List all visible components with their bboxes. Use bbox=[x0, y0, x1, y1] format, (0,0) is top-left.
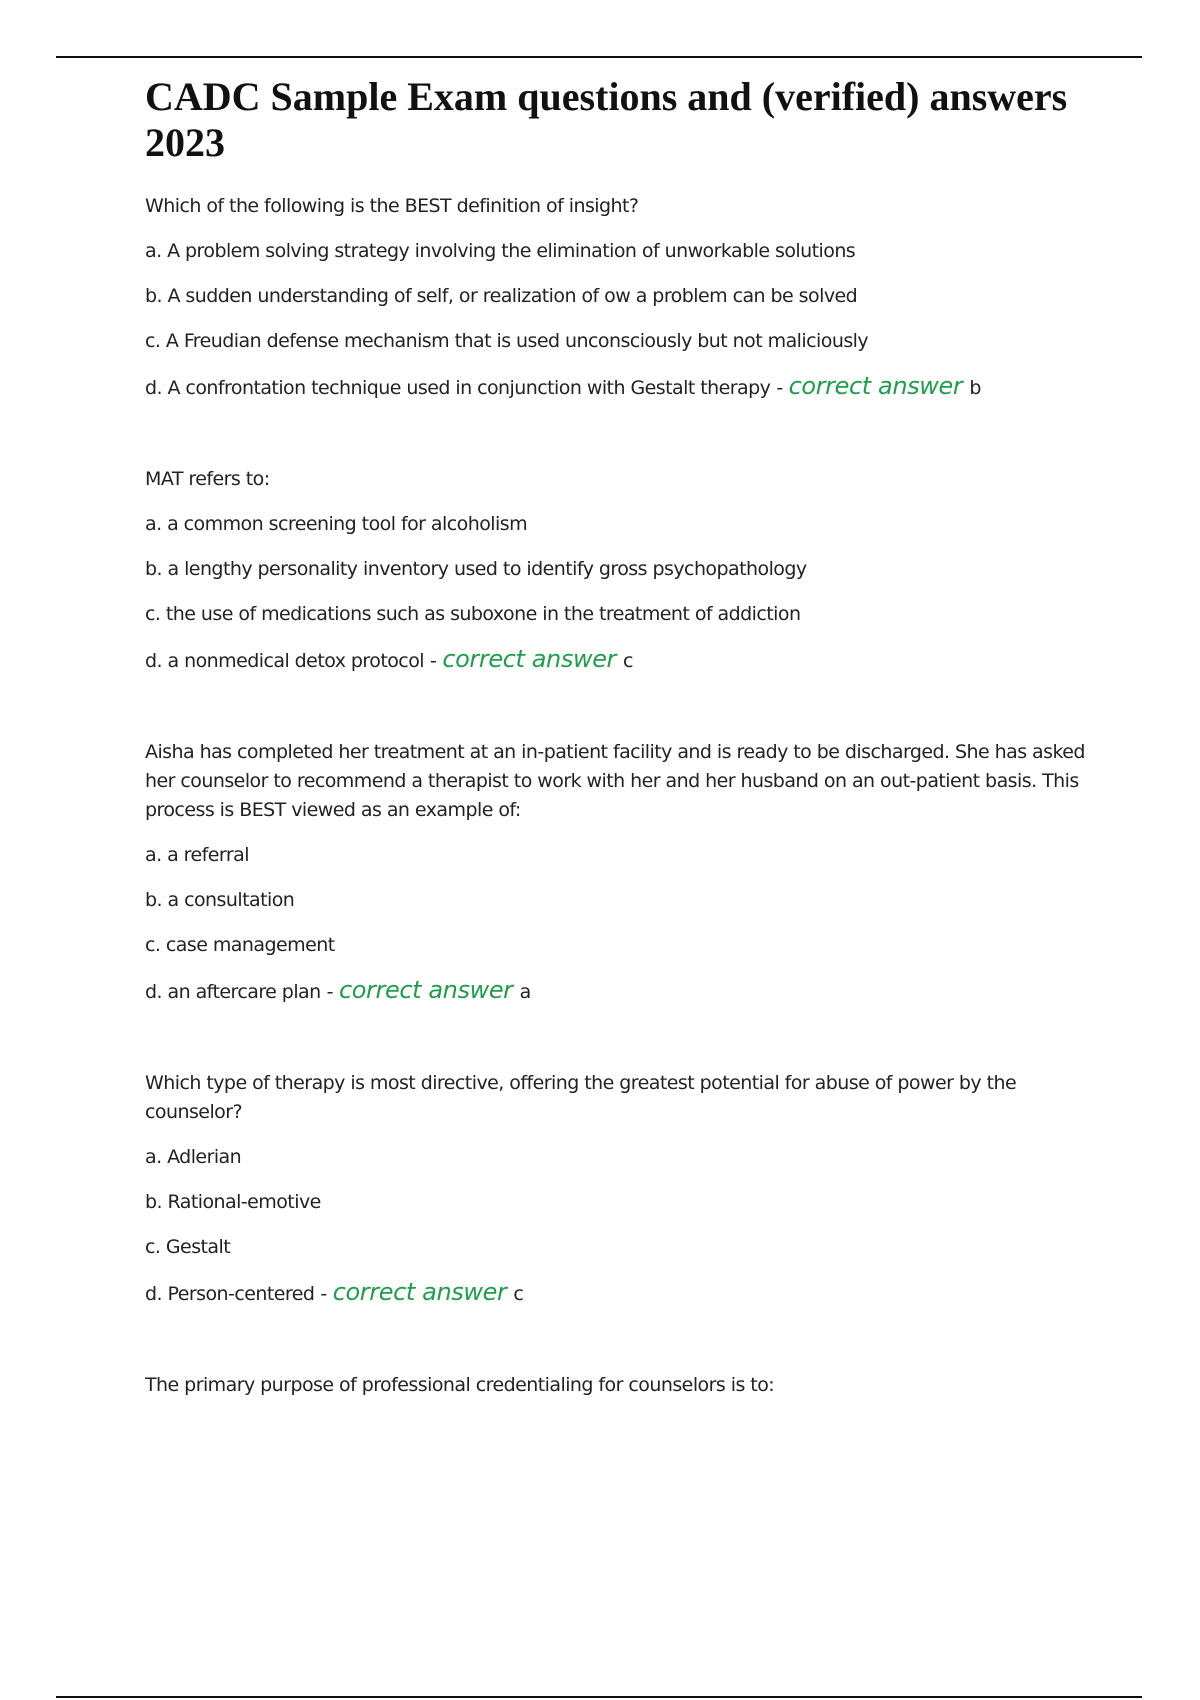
question-1 bbox=[145, 192, 1085, 403]
option-a: a. a referral bbox=[145, 844, 249, 866]
question-5 bbox=[145, 1371, 1085, 1400]
correct-answer-label: correct answer bbox=[332, 1278, 507, 1306]
option-b: b. Rational-emotive bbox=[145, 1191, 321, 1213]
separator-dash: - bbox=[326, 981, 333, 1003]
separator-dash: - bbox=[776, 377, 783, 399]
option-b: b. A sudden understanding of self, or realization of ow a problem can be solved bbox=[145, 285, 858, 307]
document-title: CADC Sample Exam questions and (verified) answers 2023 bbox=[145, 74, 1068, 165]
question-4 bbox=[145, 1069, 1085, 1309]
answer-letter: b bbox=[969, 377, 981, 399]
option-c: c. Gestalt bbox=[145, 1236, 231, 1258]
answer-letter: c bbox=[513, 1283, 524, 1305]
option-a: a. Adlerian bbox=[145, 1146, 242, 1168]
option-a: a. A problem solving strategy involving the elimination of unworkable solutions bbox=[145, 240, 856, 262]
answer-letter: a bbox=[519, 981, 531, 1003]
option-d: d. Person-centered bbox=[145, 1283, 315, 1305]
question-prompt: MAT refers to: bbox=[145, 468, 270, 490]
option-d: d. A confrontation technique used in conjunction with Gestalt therapy bbox=[145, 377, 771, 399]
question-prompt: Aisha has completed her treatment at an in-patient facility and is ready to be discharged. She has asked her counselor to recommend a therapist to work with her and her husband on an out-patient basis. This process is BEST viewed as an example of: bbox=[145, 741, 1085, 821]
answer-letter: c bbox=[623, 650, 633, 672]
separator-dash: - bbox=[430, 650, 437, 672]
option-d: d. a nonmedical detox protocol bbox=[145, 650, 425, 672]
question-prompt: Which of the following is the BEST definition of insight? bbox=[145, 195, 639, 217]
option-d-with-answer bbox=[145, 1278, 1085, 1309]
question-prompt: Which type of therapy is most directive, offering the greatest potential for abuse of power by the counselor? bbox=[145, 1072, 1017, 1123]
question-prompt: The primary purpose of professional credentialing for counselors is to: bbox=[145, 1374, 775, 1396]
option-a: a. a common screening tool for alcoholism bbox=[145, 513, 528, 535]
option-c: c. the use of medications such as suboxone in the treatment of addiction bbox=[145, 603, 801, 625]
option-d-with-answer bbox=[145, 645, 1085, 676]
question-3 bbox=[145, 738, 1085, 1007]
option-d: d. an aftercare plan bbox=[145, 981, 321, 1003]
correct-answer-label: correct answer bbox=[442, 645, 617, 673]
separator-dash: - bbox=[320, 1283, 327, 1305]
correct-answer-label: correct answer bbox=[338, 976, 513, 1004]
option-c: c. case management bbox=[145, 934, 335, 956]
option-b: b. a lengthy personality inventory used to identify gross psychopathology bbox=[145, 558, 807, 580]
top-rule bbox=[56, 56, 1142, 58]
option-b: b. a consultation bbox=[145, 889, 295, 911]
option-d-with-answer bbox=[145, 976, 1085, 1007]
option-d-with-answer bbox=[145, 372, 1085, 403]
question-2 bbox=[145, 465, 1085, 676]
correct-answer-label: correct answer bbox=[788, 372, 963, 400]
bottom-rule bbox=[56, 1696, 1142, 1698]
document-body bbox=[145, 74, 1085, 1462]
option-c: c. A Freudian defense mechanism that is used unconsciously but not maliciously bbox=[145, 330, 869, 352]
